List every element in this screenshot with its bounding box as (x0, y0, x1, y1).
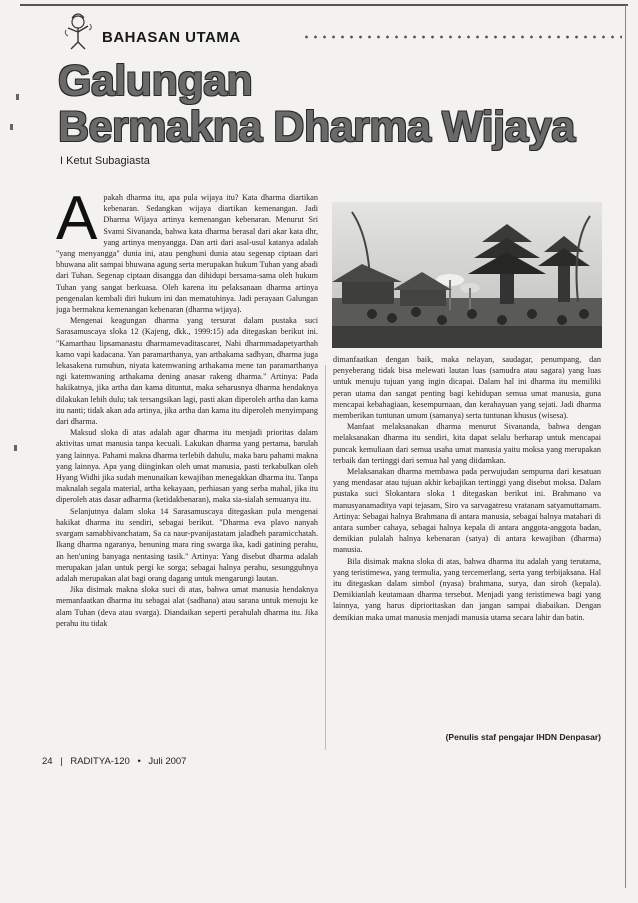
magazine-name: RADITYA-120 (70, 756, 130, 767)
temple-photo (332, 202, 602, 348)
top-rule (20, 4, 628, 6)
paragraph: Maksud sloka di atas adalah agar dharma itu menjadi prioritas dalam aktivitas umat manusia tanpa kecuali. Lakukan dharma yang pertama, barulah yang lainnya. Pahami makna dharma terlebih dahulu, maka baru pahami makna yang lainnya. Apa yang diinginkan oleh umat manusia, pasti terkabulkan oleh Hyang Widhi jika sudah menunaikan kewajiban menegakkan dharma itu. Tanpa maknalah segala material, artha kekayaan, perhiasan yang serba mahal, jika itu diperoleh atas dasar adharma (ketidakbenaran), maka sia-sialah semuanya itu. (56, 428, 318, 505)
section-label: BAHASAN UTAMA (102, 29, 241, 46)
scan-mark (14, 445, 17, 451)
scan-mark (10, 124, 13, 130)
paragraph-text: pakah dharma itu, apa pula wijaya itu? Kata dharma diartikan kebenaran. Sedangkan wijaya diartikan kemenangan. Jadi Dharma Wijaya artinya kemenangan kebenaran. Menurut Sri Svami Sivananda, bahwa kata dharma berasal dari akar kata dhr, yang artinya menyangga. Dan arti dari asal-usul katanya adalah "yang menyangga" dunia ini, atau penghuni dunia atau segenap ciptaan dari bhuwana alit sampai bhuwana agung serta merupakan hukum Tuhan yang abadi dari Tuhan. Segenap ciptaan disangga dan dihidupi bersama-sama oleh hukum Tuhan yang sangat berkuasa. Oleh karena itu pelaksanaan dharma artinya pengenalan kembali diri hukum ini dan mematuhinya. Jadi perayaan Galungan juga bermakna kemenangan kebenaran (dharma wijaya). (56, 193, 318, 315)
dancer-logo-icon (62, 12, 94, 50)
author-name: I Ketut Subagiasta (60, 155, 150, 167)
page-number: 24 (42, 756, 53, 767)
paragraph: Manfaat melaksanakan dharma menurut Sivananda, bahwa dengan melaksanakan dharma itu sendiri, kita dapat selalu berharap untuk mencapai puncak kemuliaan dari semua usaha umat manusia yaitu moksa yang merupakan terbaik dan tertinggi dari semua hal yang diidamkan. (333, 422, 601, 465)
author-credit: (Penulis staf pengajar IHDN Denpasar) (445, 732, 601, 742)
column-divider (325, 365, 326, 750)
article-title-line-2: Bermakna Dharma Wijaya (58, 103, 575, 151)
paragraph: Selanjutnya dalam sloka 14 Sarasamuscaya ditegaskan pula mengenai hakikat dharma itu sendiri, sebagai berikut. "Dharma eva plavo nanyah svargam samabhivanchatam, Sa ca naur-pvanijastatam jaladheh paramicchatah. Ikang dharma ngaranya, henuning mara ring swarga ika, kadi gatining perahu, an hen'uning banyaga nentasing tasik." Artinya: Yang disebut dharma adalah merupakan jalan untuk pergi ke sorga; sebagai halnya perahu, sesungguhnya adalah merupakan alat bagi orang dagang untuk mengarungi lautan. (56, 506, 318, 583)
dotted-header-rule (302, 34, 622, 40)
paragraph (56, 192, 318, 315)
scan-mark (16, 94, 19, 100)
bullet-icon: • (137, 756, 141, 767)
page-footer (42, 756, 186, 767)
article-title-line-1: Galungan (58, 57, 253, 105)
right-edge-rule (625, 5, 626, 888)
paragraph: Mengenai keagungan dharma yang tersurat dalam pustaka suci Sarasamuscaya sloka 12 (Kajeng, dkk., 1999:15) ada ditegaskan berikut ini. "Kamarthau lipsamanastu dharmamevaditascaret, Nahi dharmmadapetyarthah kamo vapi kadacana. Yan paramarthanya, yan arthakama sadhyan, dharma juga lekasakena rumuhun, niyata katemwaning arthakama mene tan paramarthanya ngi katemwaning arthakama dening anasar rakeng dharma." Artinya: Pada hakikatnya, jika artha dan kama dituntut, maka seharusnya dharma hendaknya dilakukan lebih dulu; tak tersangsikan lagi, pasti akan diperoleh artha dan kama itu nanti; tidak akan ada artinya, jika artha dan kama itu diperoleh menyimpang dari dharma. (56, 316, 318, 427)
issue-date: Juli 2007 (148, 756, 187, 767)
paragraph: Melaksanakan dharma membawa pada perwujudan sempurna dari kesatuan yang mendasar atau tujuan akhir kebajikan tertinggi yang disebut moksa. Dalam pustaka suci Slokantara sloka 1 ditegaskan berikut ini. Brahmano va manusyanamaditya vapi tejasam, Siro va sarvagatresu vratanam satyamuttamam. Artinya: Sebagai halnya Brahmana di antara manusia, sebagai halnya matahari di antara sumber cahaya, sebagai halnya kepala di antara anggota-anggota badan, demikian pulalah halnya kebenaran (satya) di antara kewajiban (dharma) manusia. (333, 467, 601, 555)
right-text-column (333, 354, 601, 718)
paragraph: Jika disimak makna sloka suci di atas, bahwa umat manusia hendaknya memanfaatkan dharma itu sebagai alat (sadhana) atau sarana untuk menuju ke alam Tuhan (deva atau svarga). Diandaikan seperti perahulah dharma itu. Jika perahu itu tidak (56, 585, 318, 628)
author-byline (60, 155, 150, 167)
drop-cap: A (56, 192, 98, 253)
paragraph: dimanfaatkan dengan baik, maka nelayan, saudagar, penumpang, dan penyeberang tidak bisa melewati lautan luas (samudra atau sagara) yang luas untuk menuju tujuan yang ingin dicapai. Dalam hal ini dharma itu memiliki peran utama dan sangat penting bagi kehidupan semua umat manusia, guna mencapai kebahagiaan, kesempurnaan, dan kerahayuan yang sejati. Jadi dharma memberikan tuntunan umum (samanya) serta tuntunan khusus (wisesa). (333, 355, 601, 421)
paragraph: Bila disimak makna sloka di atas, bahwa dharma itu adalah yang terutama, yang teristimewa, yang termulia, yang tercemerlang, serta yang terbijaksana. Hal itu ditegaskan dalam simbol (nyasa) brahmana, surya, dan siroh (kepala). Demikianlah keutamaan dharma tersebut. Menjadi yang teristimewa bagi yang lainnya, yang harus diprioritaskan dan jangan sampai diabaikan. Dengan demikian maka umat manusia menjadi manusia utama secara lahir dan batin. (333, 556, 601, 622)
footer-separator: | (60, 756, 63, 767)
left-text-column (56, 192, 318, 747)
